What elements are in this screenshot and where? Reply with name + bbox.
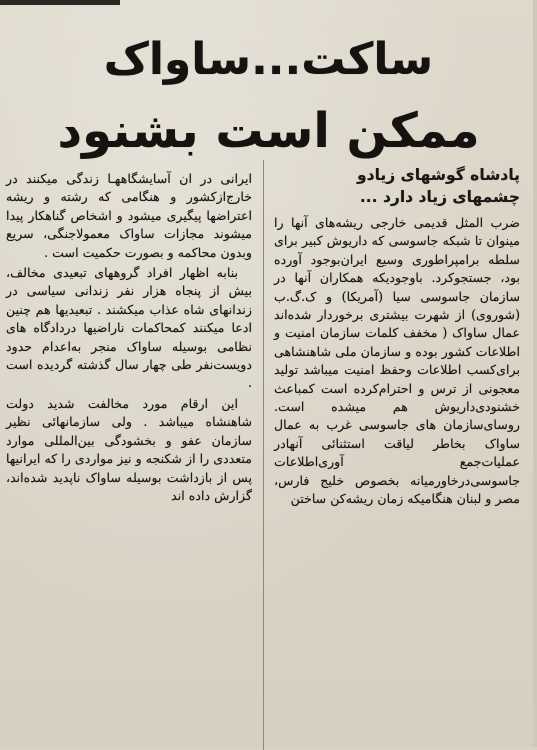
column-divider [263, 160, 264, 750]
headline-line-1: ساکت...ساواک [103, 34, 434, 85]
right-column [274, 164, 520, 511]
subhead-line-2: چشمهای زیاد دارد ... [359, 188, 520, 206]
subhead-line-1: پادشاه گوشهای زیادو [357, 166, 520, 184]
left-column [6, 170, 252, 507]
right-column-subhead [274, 164, 520, 208]
top-edge-bar [0, 0, 120, 5]
right-column-body: ضرب المثل قدیمی خارجی ریشه‌های آنها را مینوان تا شبکه جاسوسی که داریوش کبیر برای سلطه برامپراطوری وسیع ایران‌بوجود آورده بود، جستجوکرد. باوجودیکه همکاران آنها در سازمان جاسوسی سیا (آمریکا) و ک.گ.ب (شوروی) از شهرت بیشتری برخوردار شده‌اند عمال ساواک ( مخفف کلمات سازمان امنیت و اطلاعات کشور بوده و سازمان ملی شاهنشاهی برای‌کسب اطلاعات وحفظ امنیت میباشد تولید معجونی از ترس و احترام‌کرده است کمباعث خشنودی‌داریوش هم میشده است. روسای‌سازمان های جاسوسی غرب به عمال ساواک بخاطر لیاقت استثنائی آنهادر عملیات‌جمع آوری‌اطلاعات جاسوسی‌درخاورمیانه بخصوص خلیج فارس، مصر و لبنان هنگامیکه زمان ریشه‌کن ساختن [274, 215, 520, 507]
left-column-paragraph-1: ایرانی در ان آسایشگاههـا زندگی میکنند در خارج‌ازکشور و هنگامی که رشته و ریشه اعتراضها پیگیری میشود و اشخاص گناهکار پیدا میشوند مجازات ساواک معمولا‌جنگی، سریع وبدون محاکمه و بصورت حکمیت است . [6, 171, 252, 260]
headline-line-2: ممکن است بشنود [57, 103, 480, 159]
left-column-paragraph-3: این ارقام مورد مخالفت شدید دولت شاهنشاه میباشد . ولی سازمانهائی نظیر سازمان عفو و بخشودگی بین‌المللی موارد متعددی را از شکنجه و نیز مواردی را که ایرانیها پس از بازداشت بوسیله ساواک ناپدید شده‌اند، گزارش داده اند [6, 395, 252, 503]
left-column-paragraph-2: بنابه اظهار افراد گروههای تبعیدی مخالف، بیش از پنجاه هزار نفر زندانی سیاسی در زندانهای شاه عذاب میکشند . تبعیدیها هم چنین ادعا میکنند کمحاکمات ناراضیها دردادگاه های نظامی بوسیله ساواک منجر به‌اعدام حدود دویست‌نفر طی چهار سال گذشته گردیده است . [6, 265, 252, 391]
